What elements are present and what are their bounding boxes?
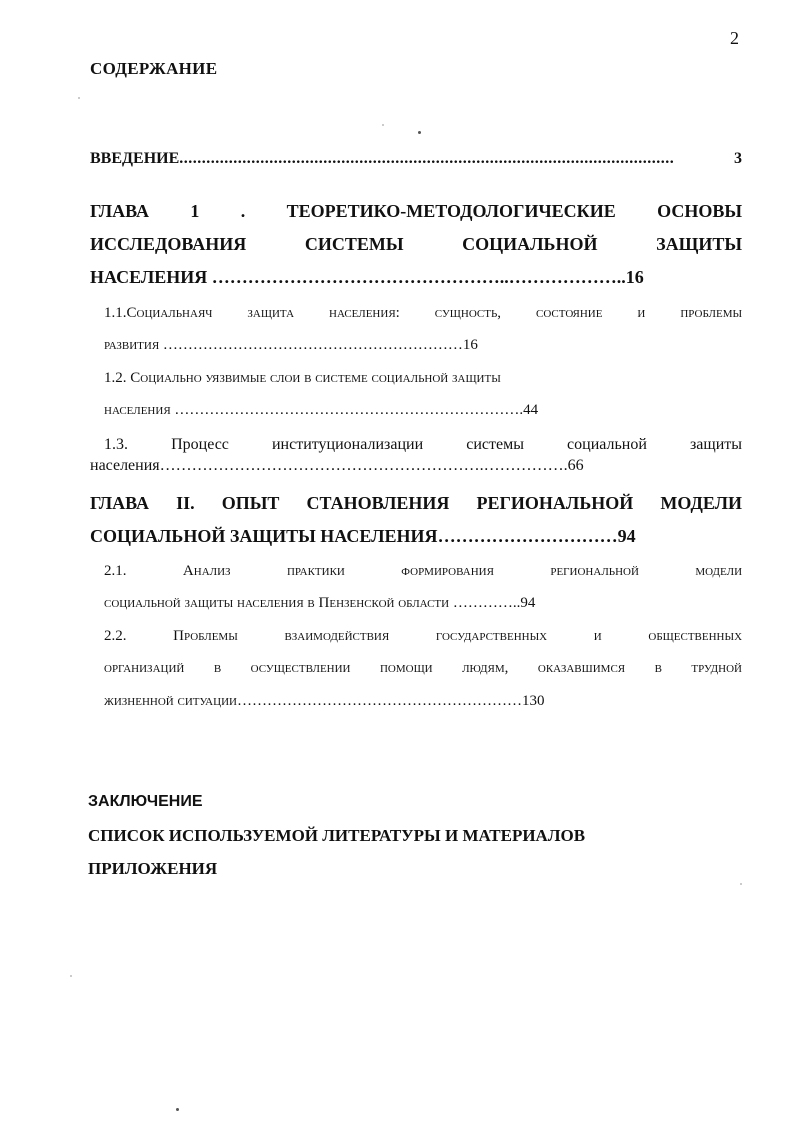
scan-speck (382, 124, 384, 126)
toc-leader-dots: ………….. (449, 595, 521, 611)
toc-leader-dots: …………………………………………………….…………… (159, 457, 564, 474)
toc-entry-section-2-1-line-2: социальной защиты населения в Пензенской области …………..94 (104, 595, 536, 611)
toc-entry-conclusion: ЗАКЛЮЧЕНИЕ (88, 793, 203, 810)
chapter-1-title-line-3: НАСЕЛЕНИЯ …………………………………………..………………..16 (90, 267, 644, 287)
chapter-1-title-line-2: ИССЛЕДОВАНИЯ СИСТЕМЫ СОЦИАЛЬНОЙ ЗАЩИТЫ (90, 234, 743, 254)
chapter-1-title-line-1: ГЛАВА 1 . ТЕОРЕТИКО-МЕТОДОЛОГИЧЕСКИЕ ОСНОВЫ (90, 201, 742, 221)
toc-leader-dots: ………………………………………………… (236, 693, 522, 709)
toc-entry-references: СПИСОК ИСПОЛЬЗУЕМОЙ ЛИТЕРАТУРЫ И МАТЕРИАЛОВ (88, 826, 586, 845)
toc-entry-introduction (90, 150, 742, 168)
toc-page-number: 94 (617, 526, 636, 546)
scan-speck (740, 883, 742, 885)
page-title: СОДЕРЖАНИЕ (90, 59, 218, 78)
toc-page-number: .66 (563, 457, 584, 474)
page-number: 2 (730, 28, 739, 48)
toc-page-number: 44 (523, 402, 539, 418)
toc-entry-section-1-2-line-2: населения …………………………………………………………….44 (104, 402, 539, 418)
scan-speck (418, 131, 421, 134)
toc-entry-section-1-3-line-2: населения…………………………………………………….…………….66 (90, 457, 584, 474)
scan-speck (78, 97, 80, 99)
toc-leader-dots: ……………………………………………………………. (170, 402, 524, 418)
toc-entry-section-2-2: 2.2. Проблемы взаимодействия государственных и общественных (104, 628, 743, 644)
toc-entry-chapter-1 (90, 195, 742, 294)
toc-page-number: 16 (462, 337, 478, 353)
toc-entry-section-2-2-line-2: организаций в осуществлении помощи людям, оказавшимся в трудной (104, 660, 742, 676)
toc-entry-section-1-1: 1.1.Социальнаяч защита населения: сущность, состояние и проблемы (104, 305, 743, 321)
toc-entry-section-2-2-line-3: жизненной ситуации…………………………………………………130 (104, 693, 545, 709)
chapter-2-title-line-1: ГЛАВА II. ОПЫТ СТАНОВЛЕНИЯ РЕГИОНАЛЬНОЙ МОДЕЛИ (90, 493, 743, 513)
toc-entry-appendices: ПРИЛОЖЕНИЯ (88, 859, 218, 878)
chapter-2-title-line-2: СОЦИАЛЬНОЙ ЗАЩИТЫ НАСЕЛЕНИЯ…………………………94 (90, 526, 636, 546)
toc-entry-section-1-1-line-2: развития ……………………………………………………16 (104, 337, 478, 353)
toc-leader-dots: .............................................................................................................. (179, 150, 675, 167)
toc-leader-dots: …………………………………………..……………….. (207, 267, 626, 287)
toc-page-number: 94 (520, 595, 536, 611)
toc-page-number: 16 (625, 267, 644, 287)
toc-entry-section-2-1: 2.1. Анализ практики формирования региональной модели (104, 563, 743, 579)
toc-leader-dots: …………………………………………………… (159, 337, 463, 353)
toc-entry-section-1-2: 1.2. Социально уязвимые слои в системе социальной защиты (104, 370, 501, 386)
toc-entry-chapter-2 (90, 487, 742, 553)
scan-speck (176, 1108, 179, 1111)
toc-entry-title: ВВЕДЕНИЕ (90, 150, 180, 167)
scan-speck (70, 975, 72, 977)
toc-leader-dots: ………………………… (437, 526, 618, 546)
toc-page-number: 3 (731, 150, 742, 168)
toc-entry-section-1-3: 1.3. Процесс институционализации системы социальной защиты (104, 436, 743, 453)
toc-page-number: 130 (521, 693, 545, 709)
